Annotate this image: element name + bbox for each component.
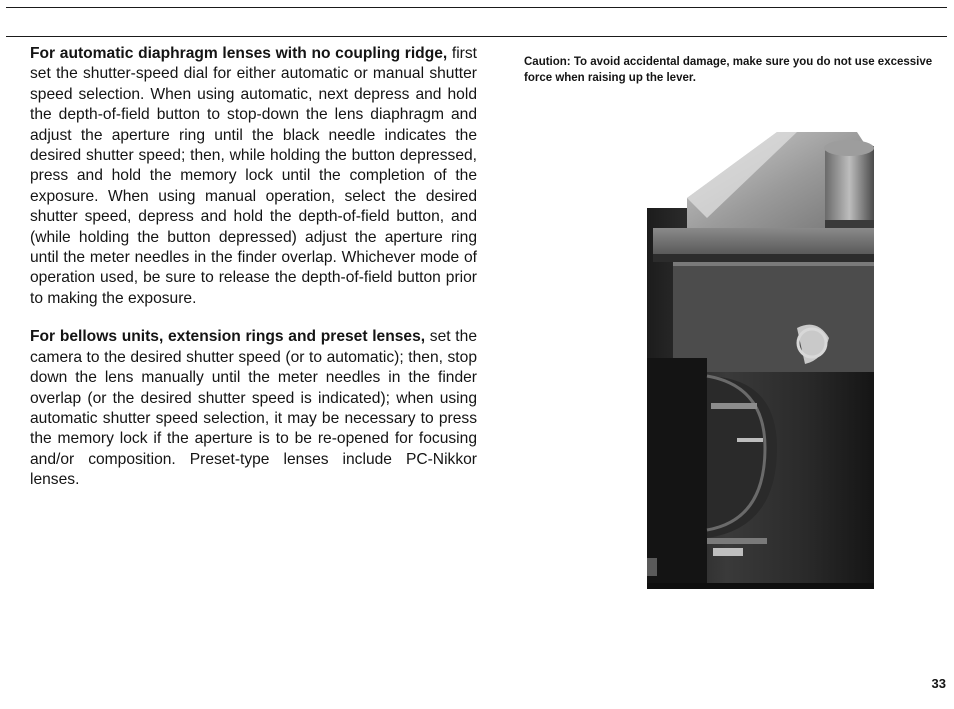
paragraph-lead: For bellows units, extension rings and preset lenses,	[30, 328, 426, 346]
paragraph-body: first set the shutter-speed dial for either automatic or manual shutter speed selection. When using automatic, next depress and hold the depth-of-field button to stop-down the lens diaphragm and adjust the aperture ring until the black needle indicates the desired shutter speed; then, while holding the button depressed, press and hold the memory lock until the completion of the exposure. When using manual operation, select the desired shutter speed, depress and hold the depth-of-field button, and (while holding the button depressed) adjust the aperture ring until the meter needles in the finder overlap. Whichever mode of operation used, be sure to release the depth-of-field button prior to making the exposure.	[30, 45, 478, 307]
paragraph-lead: For automatic diaphragm lenses with no coupling ridge,	[30, 45, 448, 62]
paragraph-body: set the camera to the desired shutter speed (or to automatic); then, stop down the lens manually until the meter needles in the finder overlap (or the desired shutter speed is indicated); when using automatic shutter speed selection, it may be necessary to press the memory lock if the aperture is to be re-opened for focusing and/or composition. Preset-type lenses include PC-Nikkor lenses.	[30, 328, 477, 489]
left-column	[30, 44, 477, 509]
paragraph-automatic-diaphragm	[30, 44, 477, 309]
caution-note: Caution: To avoid accidental damage, make sure you do not use excessive force when raising up the lever.	[524, 56, 933, 84]
page-number: 33	[931, 676, 946, 691]
paragraph-bellows-units	[30, 327, 477, 490]
header-rule	[6, 36, 947, 37]
camera-body-photo	[647, 128, 874, 589]
top-rule	[6, 7, 947, 8]
